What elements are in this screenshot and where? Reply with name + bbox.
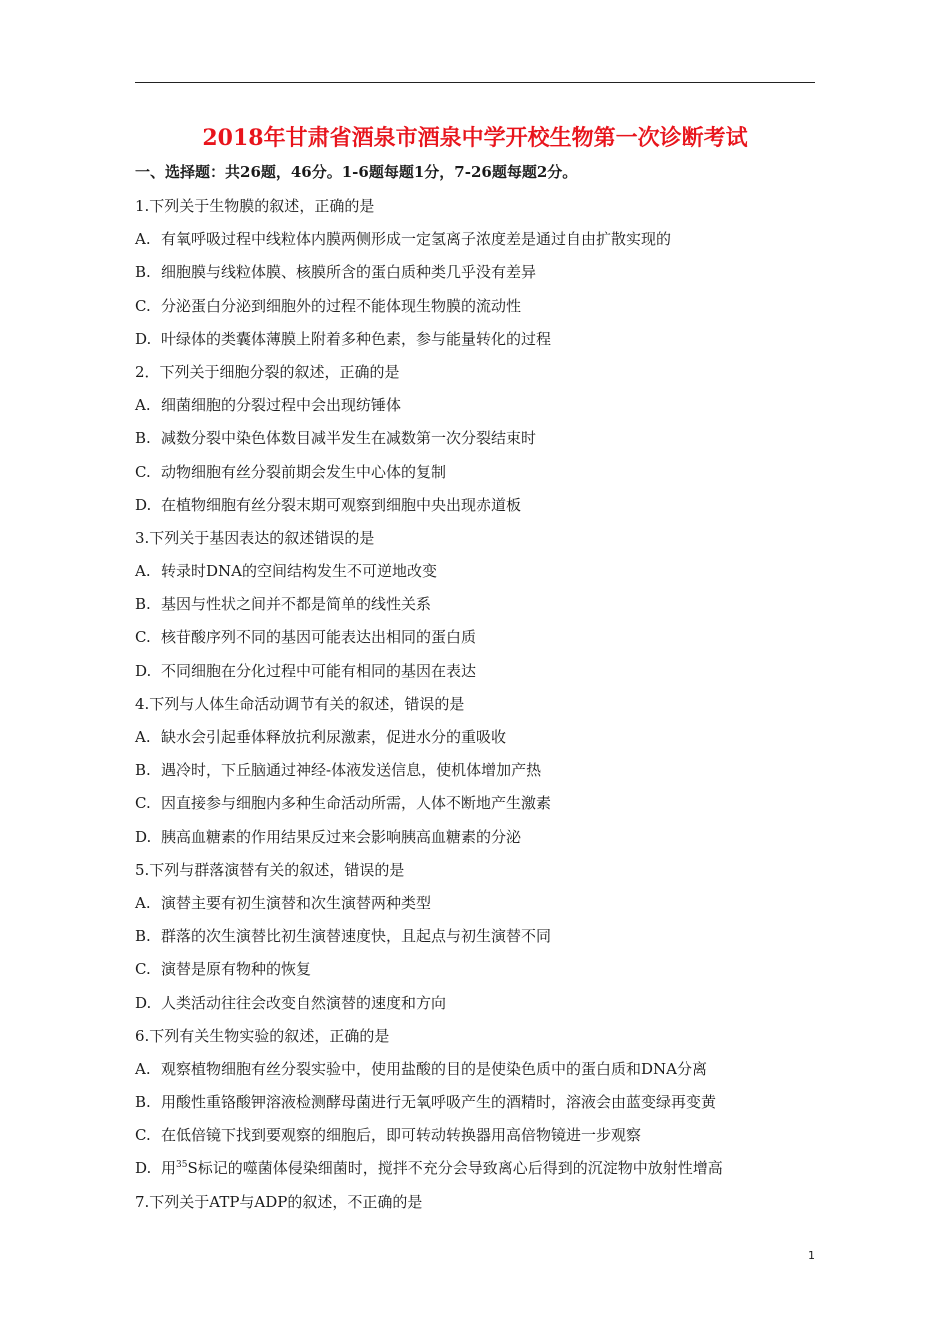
option-text: 演替主要有初生演替和次生演替两种类型	[161, 893, 432, 912]
question-stem: 6.下列有关生物实验的叙述，正确的是	[135, 1026, 390, 1045]
answer-option	[135, 924, 825, 957]
option-text: 在低倍镜下找到要观察的细胞后，即可转动转换器用高倍物镜进一步观察	[161, 1126, 642, 1145]
option-letter: D.	[135, 495, 152, 514]
answer-option	[135, 327, 825, 360]
answer-option	[135, 393, 825, 426]
option-text: 分泌蛋白分泌到细胞外的过程不能体现生物膜的流动性	[161, 296, 522, 315]
option-letter: B.	[135, 263, 151, 282]
option-letter: B.	[135, 595, 151, 614]
answer-option	[135, 625, 825, 658]
option-letter: B.	[135, 761, 151, 780]
option-text: 基因与性状之间并不都是简单的线性关系	[161, 595, 432, 614]
document-title: 2018年甘肃省酒泉市酒泉中学开校生物第一次诊断考试	[202, 125, 748, 151]
option-letter: D.	[135, 1159, 152, 1178]
answer-option	[135, 791, 825, 824]
answer-option	[135, 991, 825, 1024]
answer-option	[135, 659, 825, 692]
option-text-prefix: 用	[161, 1159, 177, 1178]
option-letter: B.	[135, 927, 151, 946]
question-stem: 3.下列关于基因表达的叙述错误的是	[135, 528, 375, 547]
option-text: 缺水会引起垂体释放抗利尿激素，促进水分的重吸收	[161, 728, 507, 746]
question-list	[135, 194, 825, 1223]
answer-option	[135, 460, 825, 493]
question-stem: 2．下列关于细胞分裂的叙述，正确的是	[135, 362, 400, 381]
isotope-superscript: 35	[176, 1160, 188, 1171]
answer-option	[135, 825, 825, 858]
option-text: 观察植物细胞有丝分裂实验中，使用盐酸的目的是使染色质中的蛋白质和DNA分离	[161, 1059, 707, 1078]
header-rule	[135, 82, 815, 83]
option-text: 有氧呼吸过程中线粒体内膜两侧形成一定氢离子浓度差是通过自由扩散实现的	[161, 230, 672, 249]
option-letter: B.	[135, 1093, 151, 1112]
question-stem: 1.下列关于生物膜的叙述，正确的是	[135, 197, 375, 215]
answer-option	[135, 891, 825, 924]
answer-option	[135, 1123, 825, 1156]
option-letter: C.	[135, 462, 151, 481]
option-letter: D.	[135, 661, 152, 680]
section-heading: 一、选择题：共26题，46分。1-6题每题1分，7-26题每题2分。	[135, 163, 578, 181]
answer-option	[135, 1057, 825, 1090]
option-text: 不同细胞在分化过程中可能有相同的基因在表达	[161, 661, 477, 680]
page-number: 1	[808, 1249, 815, 1262]
answer-option	[135, 1090, 825, 1123]
option-letter: A.	[135, 893, 151, 912]
option-text: 人类活动往往会改变自然演替的速度和方向	[161, 993, 447, 1012]
option-text: 演替是原有物种的恢复	[161, 960, 312, 979]
answer-option	[135, 227, 825, 260]
option-letter: D.	[135, 993, 152, 1012]
answer-option	[135, 725, 825, 758]
question-stem: 4.下列与人体生命活动调节有关的叙述，错误的是	[135, 694, 465, 713]
option-letter: C.	[135, 1126, 151, 1145]
answer-option	[135, 1156, 825, 1189]
option-text: 细菌细胞的分裂过程中会出现纺锤体	[161, 396, 402, 415]
answer-option	[135, 957, 825, 990]
option-text: 转录时DNA的空间结构发生不可逆地改变	[161, 562, 437, 581]
option-text: 在植物细胞有丝分裂末期可观察到细胞中央出现赤道板	[161, 495, 522, 514]
question-stem: 5.下列与群落演替有关的叙述，错误的是	[135, 860, 405, 879]
answer-option	[135, 294, 825, 327]
option-letter: A.	[135, 728, 151, 746]
option-letter: A.	[135, 1059, 151, 1078]
question-stem: 7.下列关于ATP与ADP的叙述，不正确的是	[135, 1192, 423, 1211]
option-text: 叶绿体的类囊体薄膜上附着多种色素，参与能量转化的过程	[161, 329, 552, 348]
option-text: 用酸性重铬酸钾溶液检测酵母菌进行无氧呼吸产生的酒精时，溶液会由蓝变绿再变黄	[161, 1093, 717, 1112]
answer-option	[135, 426, 825, 459]
option-text: 动物细胞有丝分裂前期会发生中心体的复制	[161, 462, 447, 481]
option-text: 细胞膜与线粒体膜、核膜所含的蛋白质种类几乎没有差异	[161, 263, 537, 282]
option-letter: A.	[135, 562, 151, 581]
answer-option	[135, 260, 825, 293]
option-letter: B.	[135, 429, 151, 448]
option-text: 遇冷时，下丘脑通过神经-体液发送信息，使机体增加产热	[161, 761, 542, 780]
option-letter: D.	[135, 827, 152, 846]
answer-option	[135, 758, 825, 791]
answer-option	[135, 559, 825, 592]
option-letter: C.	[135, 628, 151, 647]
option-letter: D.	[135, 329, 152, 348]
option-letter: A.	[135, 396, 151, 415]
option-letter: C.	[135, 296, 151, 315]
option-text: 因直接参与细胞内多种生命活动所需，人体不断地产生激素	[161, 794, 552, 813]
option-text: 减数分裂中染色体数目减半发生在减数第一次分裂结束时	[161, 429, 537, 448]
answer-option	[135, 493, 825, 526]
option-text: 核苷酸序列不同的基因可能表达出相同的蛋白质	[161, 628, 477, 647]
option-text: 胰高血糖素的作用结果反过来会影响胰高血糖素的分泌	[161, 827, 522, 846]
option-letter: C.	[135, 794, 151, 813]
option-text: 群落的次生演替比初生演替速度快，且起点与初生演替不同	[161, 927, 552, 946]
option-text: S标记的噬菌体侵染细菌时，搅拌不充分会导致离心后得到的沉淀物中放射性增高	[187, 1159, 723, 1178]
option-letter: C.	[135, 960, 151, 979]
option-letter: A.	[135, 230, 151, 249]
answer-option	[135, 592, 825, 625]
